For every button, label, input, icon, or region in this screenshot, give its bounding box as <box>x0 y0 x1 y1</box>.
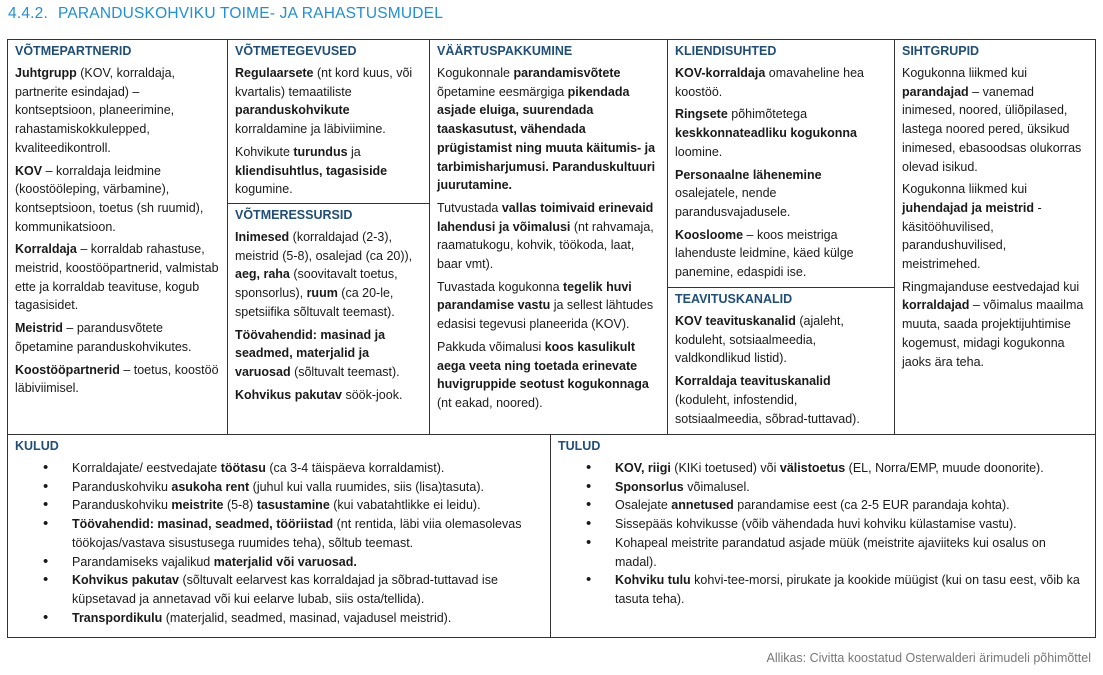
bold-run: Töövahendid: masinad, seadmed, tööriistad <box>72 517 334 532</box>
bold-run: Inimesed <box>235 230 290 244</box>
text-run: (ca 3-4 täispäeva korraldamist). <box>265 461 445 475</box>
text-run: (ca 20-le, spetsiifika sõltuvalt teemast). <box>235 286 395 319</box>
list-item <box>15 553 543 572</box>
text-run: (EL, Norra/EMP, muude doonorite). <box>845 461 1044 475</box>
text-run: ja sellest lähtudes edasisi tegevusi planeerida (KOV). <box>437 298 654 332</box>
bold-run: paranduskohvikute <box>235 103 350 118</box>
cell-teavituskanalid <box>668 288 895 435</box>
bold-run: KOV, riigi <box>615 461 671 475</box>
text-run: (nt rahvamaja, raamatukogu, kohvik, töökoda, laat, baar vmt). <box>437 219 654 272</box>
text-run: Ringmajanduse eestvedajad kui <box>902 279 1080 294</box>
bold-run: asukoha rent <box>171 479 250 494</box>
text-run: (nt rentida, läbi viia olemasolevas töökojas/vastava sisustusega ruumides teha), sõltub teemast. <box>72 517 522 550</box>
text-run: (KIKi toetused) või <box>670 461 780 475</box>
text-run: – korraldab rahastuse, meistrid, koostööpartnerid, valmistab ette ja korraldab teavituse, kogub tagasisidet. <box>15 242 219 313</box>
list-item <box>15 515 543 552</box>
text-run: võimalusel. <box>683 479 750 494</box>
text-run: (materjalid, seadmed, masinad, vajadusel meistrid). <box>162 610 452 625</box>
bold-run: turundus <box>293 144 348 159</box>
bold-run: Koostööpartnerid <box>15 362 120 377</box>
paragraph <box>675 166 887 222</box>
text-run: – parandusvõtete õpetamine paranduskohvikutes. <box>15 321 192 354</box>
list-item <box>558 571 1088 608</box>
text-run: (soovitavalt toetus, sponsorlus), <box>235 267 398 301</box>
text-run: korraldamine ja läbiviimine. <box>235 122 386 137</box>
list-item <box>15 609 543 628</box>
bold-run: Ringsete <box>675 107 728 122</box>
text-run: (sõltuvalt eelarvest kas korraldajad ja sõbrad-tuttavad ise küpsetavad ja annetavad või kui eelarve lubab, siis osta/tellida). <box>72 573 498 606</box>
cell-title: KULUD <box>15 439 59 453</box>
text-run: Tutvustada <box>437 200 502 215</box>
bold-run: parandamisvõtete <box>513 66 621 80</box>
bold-run: ruum <box>306 286 338 301</box>
text-run: õpetamine eesmärgiga <box>437 84 568 99</box>
text-run: parandamise eest (ca 2-5 EUR parandaja kohta). <box>733 498 1010 513</box>
bold-run: Regulaarsete <box>235 66 314 80</box>
paragraph <box>235 228 422 322</box>
text-run: (5-8) <box>223 498 257 513</box>
text-run: Osalejate <box>615 498 672 513</box>
text-run: – korraldaja leidmine (koostööleping, värbamine), kontseptsioon, toetus (sh ruumid), kommunikatsioon. <box>15 163 204 234</box>
text-run: (ajaleht, koduleht, sotsiaalmeedia, valdkondlikud listid). <box>675 314 844 366</box>
text-run: Paranduskohviku <box>72 479 172 494</box>
paragraph <box>675 312 887 368</box>
list-item <box>558 515 1088 534</box>
paragraph <box>902 180 1088 274</box>
cell-title: TULUD <box>558 439 601 453</box>
bold-run: pikendada asjade eluiga, suurendada taaskasutust, vähendada prügistamist ning muuta käitumis- ja tarbimisharjumusi. Paranduskultuuri juurutamine. <box>437 84 656 193</box>
text-run: osalejatele, nende parandusvajadusele. <box>675 186 791 219</box>
bold-run: vallas toimivaid erinevaid lahendusi ja võimalusi <box>437 200 654 234</box>
cell-vaartuspakkumine <box>430 40 668 435</box>
text-run: - käsitööhuvilised, parandushuvilised, meistrimehed. <box>902 200 1042 272</box>
paragraph <box>15 162 220 237</box>
bold-run: KOV-korraldaja <box>675 66 766 80</box>
cell-title: SIHTGRUPID <box>902 44 980 58</box>
paragraph <box>15 240 220 315</box>
bold-run: aeg, raha <box>235 267 290 282</box>
list-item <box>15 571 543 608</box>
cell-title: TEAVITUSKANALID <box>675 292 793 306</box>
business-model-canvas <box>7 39 1096 638</box>
text-run: Tuvastada kogukonna <box>437 279 564 294</box>
bold-run: korraldajad <box>902 298 970 313</box>
cell-tulud <box>551 435 1095 637</box>
tulud-list <box>558 459 1088 609</box>
text-run: (KOV, korraldaja, partnerite esindajad) – kontseptsioon, planeerimine, rahastamiskokkulepped, kvaliteedikontroll. <box>15 66 175 155</box>
kulud-list <box>15 459 543 627</box>
text-run: kogumine. <box>235 182 293 197</box>
bold-run: Töövahendid: masinad ja seadmed, materjalid ja varuosad <box>235 327 386 379</box>
bold-run: Kohvikus pakutav <box>235 387 342 402</box>
text-run: (koduleht, infostendid, sotsiaalmeedia, sõbrad-tuttavad). <box>675 392 860 426</box>
text-run: Kohvikute <box>235 144 294 159</box>
paragraph <box>235 326 422 382</box>
bold-run: annetused <box>671 498 734 513</box>
text-run: (sõltuvalt teemast). <box>290 364 400 379</box>
list-item <box>15 478 543 497</box>
cell-body <box>15 64 220 398</box>
paragraph <box>235 386 422 405</box>
bold-run: Koosloome <box>675 227 744 242</box>
text-run: ja <box>347 144 361 159</box>
bold-run: tasustamine <box>256 498 330 513</box>
cell-title: VÕTMEPARTNERID <box>15 44 132 58</box>
text-run: loomine. <box>675 144 723 159</box>
paragraph <box>675 105 887 161</box>
paragraph <box>235 64 422 139</box>
text-run: (korraldajad (2-3), meistrid (5-8), osalejad (ca 20)), <box>235 230 413 263</box>
paragraph <box>437 278 660 334</box>
text-run: söök-jook. <box>341 387 403 402</box>
paragraph <box>15 319 220 356</box>
bold-run: Transpordikulu <box>72 610 163 625</box>
paragraph <box>902 64 1088 176</box>
bold-run: kliendisuhtlus, tagasiside <box>235 163 388 178</box>
text-run: Kogukonnale <box>437 66 514 80</box>
paragraph <box>437 338 660 413</box>
text-run: – vanemad inimesed, noored, üliõpilased, lastega noored pered, üksikud inimesed, ebasoodsas olukorras olevad isikud. <box>902 84 1082 174</box>
bold-run: Korraldaja <box>15 242 77 257</box>
paragraph <box>675 226 887 282</box>
text-run: Kogukonna liikmed kui <box>902 66 1028 80</box>
bold-run: Juhtgrupp <box>15 66 77 80</box>
list-item <box>558 459 1088 478</box>
bold-run: juhendajad ja meistrid <box>902 200 1034 215</box>
text-run: põhimõtetega <box>727 107 808 122</box>
cell-body <box>437 64 660 413</box>
paragraph <box>437 199 660 274</box>
text-run: (kui vabatahtlikke ei leidu). <box>329 498 481 513</box>
text-run: – koos meistriga lahenduste leidmine, käed külge panemine, edaspidi ise. <box>675 227 854 280</box>
bold-run: koos kasulikult aega veeta ning toetada erinevate huvigruppide seotust kogukonnaga <box>437 339 649 392</box>
text-run: Korraldajate/ eestvedajate <box>72 461 221 475</box>
text-run: Pakkuda võimalusi <box>437 339 545 354</box>
cell-sihtgrupid <box>895 40 1095 435</box>
section-title: PARANDUSKOHVIKU TOIME- JA RAHASTUSMUDEL <box>57 5 444 22</box>
text-run: (nt kord kuus, või kvartalis) temaatiliste <box>235 66 413 99</box>
section-heading <box>8 5 443 27</box>
list-item <box>15 496 543 515</box>
cell-body <box>902 64 1088 371</box>
text-run: – toetus, koostöö läbiviimisel. <box>15 362 219 396</box>
cell-votmepartnerid <box>8 40 228 435</box>
bold-run: Sponsorlus <box>615 479 684 494</box>
text-run: omavaheline hea koostöö. <box>675 66 865 99</box>
bold-run: keskkonnateadliku kogukonna <box>675 126 857 141</box>
bold-run: KOV teavituskanalid <box>675 314 796 328</box>
cell-kulud <box>8 435 551 637</box>
paragraph <box>675 64 887 101</box>
cell-body <box>675 64 887 282</box>
section-number: 4.4.2. <box>8 5 48 22</box>
text-run: – võimalus maailma muuta, saada projektijuhtimise kogemust, midagi kogukonna jaoks ära teha. <box>902 298 1084 369</box>
cell-body <box>675 312 887 428</box>
cell-votmetegevused <box>228 40 430 204</box>
text-run: Sissepääs kohvikusse (võib vähendada huvi kohviku külastamise vastu). <box>615 517 1017 532</box>
cell-body <box>235 228 422 404</box>
bold-run: välistoetus <box>779 461 846 475</box>
text-run: Kogukonna liikmed kui <box>902 182 1028 197</box>
bold-run: Kohviku tulu <box>615 573 691 588</box>
paragraph <box>15 64 220 158</box>
paragraph <box>235 143 422 199</box>
cell-title: KLIENDISUHTED <box>675 44 777 58</box>
cell-title: VÕTMETEGEVUSED <box>235 44 357 58</box>
bold-run: Korraldaja teavituskanalid <box>675 374 831 389</box>
bold-run: materjalid või varuosad. <box>213 554 357 569</box>
bold-run: tegelik huvi parandamise vastu <box>437 279 632 313</box>
paragraph <box>902 278 1088 372</box>
bold-run: Kohvikus pakutav <box>72 573 179 588</box>
cell-title: VÄÄRTUSPAKKUMINE <box>437 44 573 58</box>
list-item <box>558 496 1088 515</box>
text-run: kohvi-tee-morsi, pirukate ja kookide müügist (kui on tasu eest, võib ka tasuta teha). <box>615 573 1080 606</box>
text-run: Parandamiseks vajalikud <box>72 554 214 569</box>
paragraph <box>437 64 660 195</box>
cell-votmeressursid <box>228 204 430 435</box>
bold-run: töötasu <box>220 461 266 475</box>
bold-run: meistrite <box>171 498 224 513</box>
cell-title: VÕTMERESSURSID <box>235 208 353 222</box>
paragraph <box>15 361 220 398</box>
cell-body <box>235 64 422 199</box>
bold-run: Personaalne lähenemine <box>675 167 822 182</box>
source-note: Allikas: Civitta koostatud Osterwalderi ärimudeli põhimõttel <box>766 651 1091 665</box>
text-run: Kohapeal meistrite parandatud asjade müük (meistrite ajaviiteks kui osalus on madal). <box>615 535 1046 569</box>
cell-kliendisuhted <box>668 40 895 288</box>
bold-run: Meistrid <box>15 321 63 336</box>
text-run: (nt eakad, noored). <box>437 395 543 410</box>
text-run: (juhul kui valla ruumides, siis (lisa)tasuta). <box>249 479 484 494</box>
list-item <box>558 478 1088 497</box>
list-item <box>558 534 1088 571</box>
bold-run: KOV <box>15 163 43 178</box>
list-item <box>15 459 543 478</box>
paragraph <box>675 372 887 428</box>
text-run: Paranduskohviku <box>72 498 172 513</box>
bold-run: parandajad <box>902 84 969 99</box>
